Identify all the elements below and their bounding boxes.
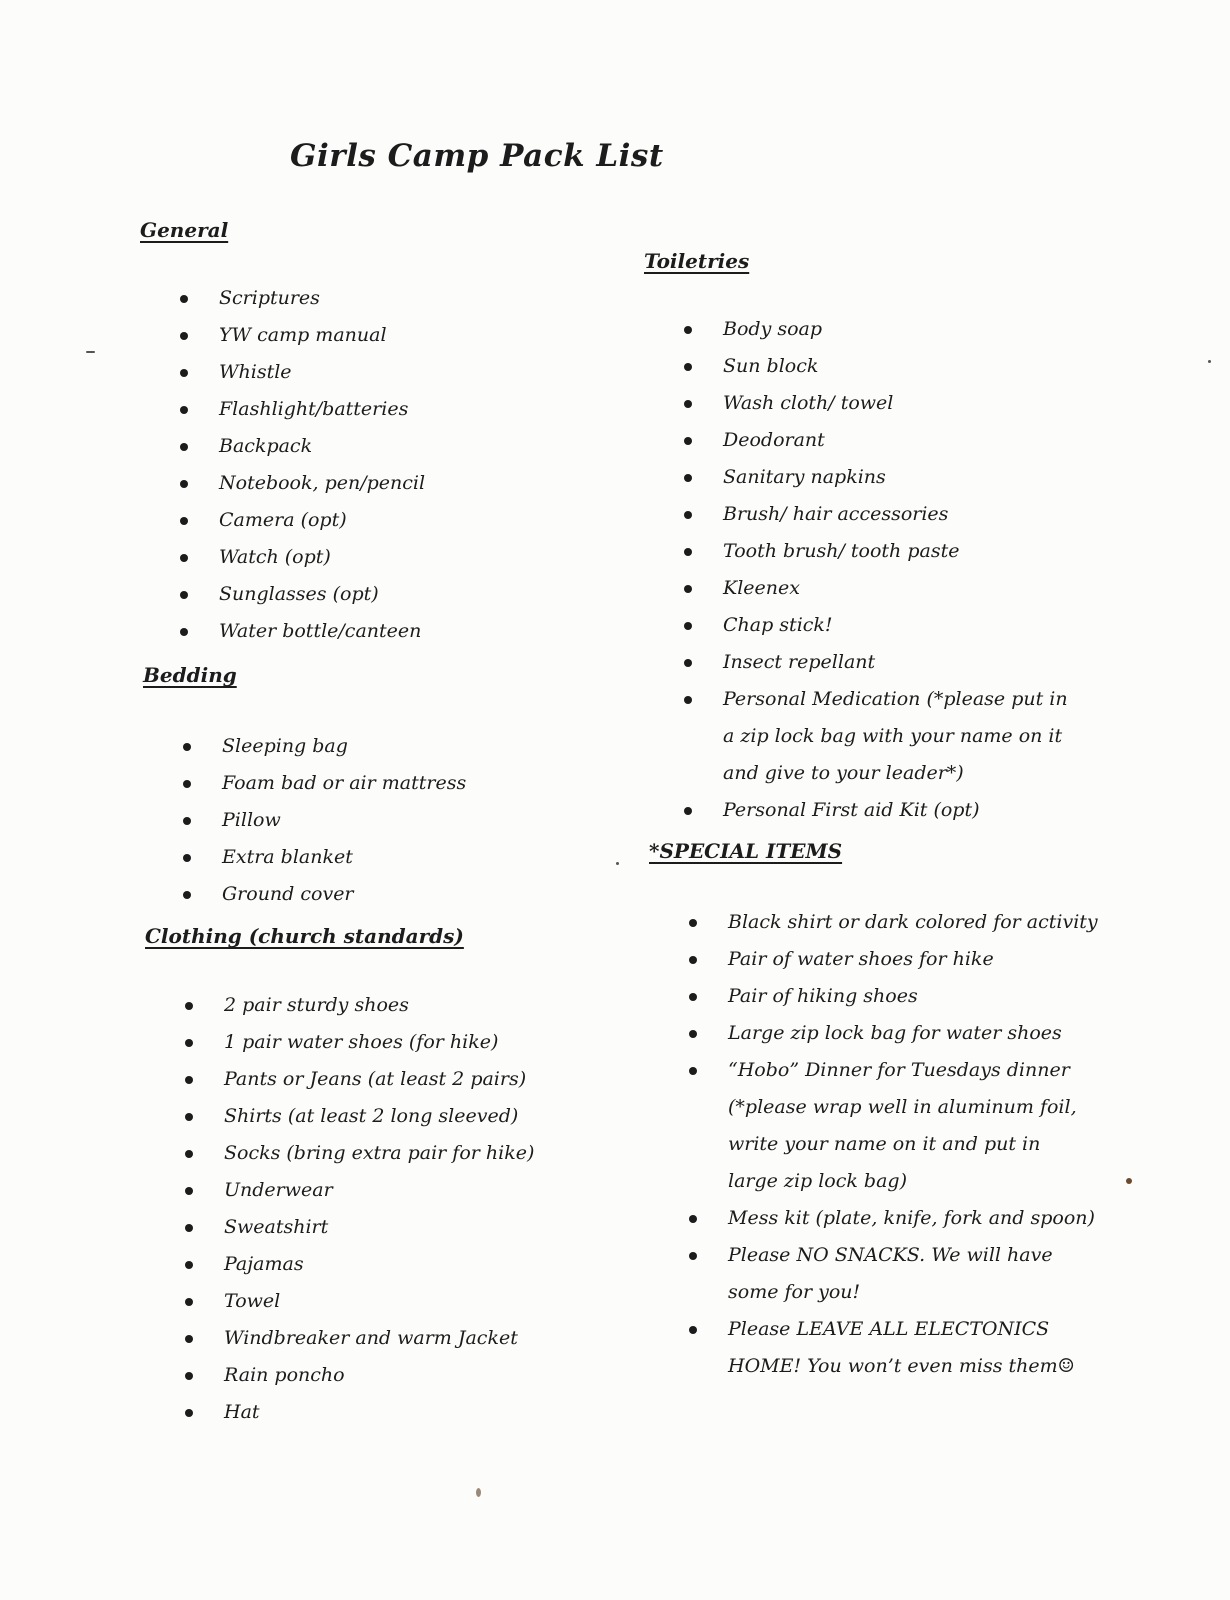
list-item: Sun block bbox=[681, 348, 1081, 385]
list-item: Shirts (at least 2 long sleeved) bbox=[182, 1098, 615, 1135]
list-item: YW camp manual bbox=[177, 317, 610, 354]
list-item: Insect repellant bbox=[681, 644, 1081, 681]
list-item: Camera (opt) bbox=[177, 502, 610, 539]
page-title: Girls Camp Pack List bbox=[290, 138, 664, 174]
list-item: Sunglasses (opt) bbox=[177, 576, 610, 613]
scan-speck bbox=[1126, 1178, 1132, 1184]
list-item: “Hobo” Dinner for Tuesdays dinner (*please wrap well in aluminum foil, write your name on it and put in large zip lock bag) bbox=[686, 1052, 1086, 1200]
section-heading-special-items: *SPECIAL ITEMS bbox=[649, 839, 843, 863]
list-item: Underwear bbox=[182, 1172, 615, 1209]
list-item: Socks (bring extra pair for hike) bbox=[182, 1135, 615, 1172]
section-heading-toiletries: Toiletries bbox=[644, 249, 750, 273]
list-item: Pajamas bbox=[182, 1246, 615, 1283]
section-heading-clothing: Clothing (church standards) bbox=[145, 924, 464, 948]
list-item: Towel bbox=[182, 1283, 615, 1320]
list-item: Watch (opt) bbox=[177, 539, 610, 576]
section-general bbox=[140, 215, 610, 650]
section-bedding bbox=[143, 660, 613, 913]
list-item: Deodorant bbox=[681, 422, 1081, 459]
list-item: Mess kit (plate, knife, fork and spoon) bbox=[686, 1200, 1086, 1237]
list-item: Kleenex bbox=[681, 570, 1081, 607]
list-item: Backpack bbox=[177, 428, 610, 465]
list-item: Pair of hiking shoes bbox=[686, 978, 1086, 1015]
list-item: Please NO SNACKS. We will have some for you! bbox=[686, 1237, 1086, 1311]
list-item: Please LEAVE ALL ELECTONICS HOME! You won’t even miss them☺ bbox=[686, 1311, 1086, 1385]
list-item: Flashlight/batteries bbox=[177, 391, 610, 428]
special-items-list bbox=[686, 904, 1098, 1385]
section-clothing bbox=[145, 921, 615, 1431]
list-item: Whistle bbox=[177, 354, 610, 391]
list-item: Sleeping bag bbox=[180, 728, 613, 765]
list-item: Rain poncho bbox=[182, 1357, 615, 1394]
section-special-items bbox=[649, 836, 1109, 1385]
list-item: Foam bad or air mattress bbox=[180, 765, 613, 802]
list-item: Hat bbox=[182, 1394, 615, 1431]
scan-speck bbox=[86, 351, 95, 353]
section-heading-general: General bbox=[140, 218, 229, 242]
list-item: Wash cloth/ towel bbox=[681, 385, 1081, 422]
list-item: Large zip lock bag for water shoes bbox=[686, 1015, 1086, 1052]
list-item: 1 pair water shoes (for hike) bbox=[182, 1024, 615, 1061]
list-item: Black shirt or dark colored for activity bbox=[686, 904, 1086, 941]
list-item: Extra blanket bbox=[180, 839, 613, 876]
list-item: Notebook, pen/pencil bbox=[177, 465, 610, 502]
list-item: Sweatshirt bbox=[182, 1209, 615, 1246]
list-item: Ground cover bbox=[180, 876, 613, 913]
section-toiletries bbox=[644, 246, 1104, 829]
toiletries-list bbox=[681, 311, 1081, 829]
clothing-list bbox=[182, 987, 615, 1431]
section-heading-bedding: Bedding bbox=[143, 663, 237, 687]
list-item: Pillow bbox=[180, 802, 613, 839]
scan-speck bbox=[616, 862, 619, 865]
general-list bbox=[177, 280, 610, 650]
list-item: Scriptures bbox=[177, 280, 610, 317]
list-item: Pair of water shoes for hike bbox=[686, 941, 1086, 978]
scan-speck bbox=[1208, 360, 1211, 363]
list-item: Personal Medication (*please put in a zip lock bag with your name on it and give to your leader*) bbox=[681, 681, 1081, 792]
scan-speck bbox=[476, 1488, 481, 1497]
list-item: Brush/ hair accessories bbox=[681, 496, 1081, 533]
list-item: Sanitary napkins bbox=[681, 459, 1081, 496]
list-item: Windbreaker and warm Jacket bbox=[182, 1320, 615, 1357]
list-item: Personal First aid Kit (opt) bbox=[681, 792, 1081, 829]
bedding-list bbox=[180, 728, 613, 913]
list-item: Pants or Jeans (at least 2 pairs) bbox=[182, 1061, 615, 1098]
list-item: Body soap bbox=[681, 311, 1081, 348]
list-item: Water bottle/canteen bbox=[177, 613, 610, 650]
list-item: Chap stick! bbox=[681, 607, 1081, 644]
list-item: 2 pair sturdy shoes bbox=[182, 987, 615, 1024]
list-item: Tooth brush/ tooth paste bbox=[681, 533, 1081, 570]
